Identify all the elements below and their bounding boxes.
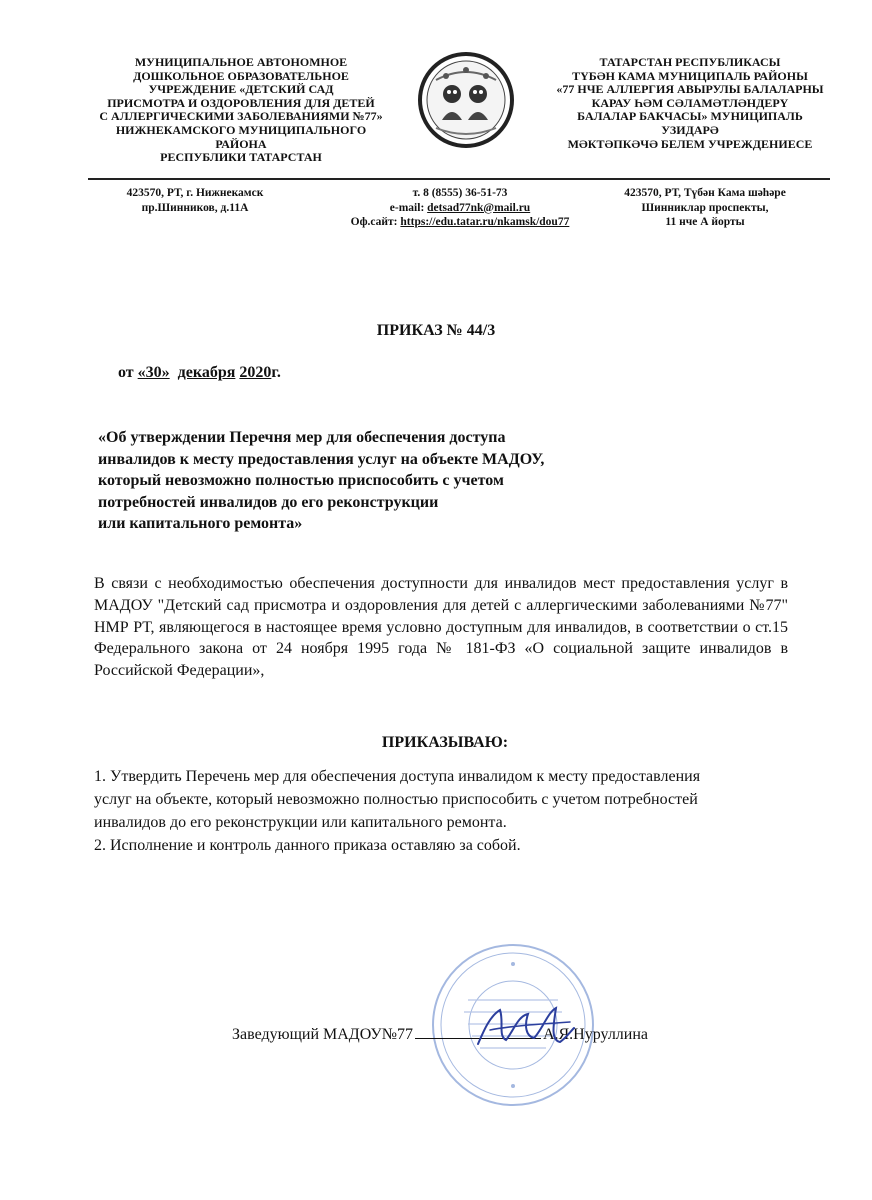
contact-site-line: Оф.сайт: https://edu.tatar.ru/nkamsk/dou77 — [350, 216, 570, 228]
address-tatar: 423570, РТ, Түбән Кама шәһәре Шинниклар проспекты, 11 нче А йорты — [624, 187, 786, 228]
kindergarten-logo — [416, 50, 516, 150]
order-items — [94, 765, 804, 857]
order-item-line: 2. Исполнение и контроль данного приказа оставляю за собой. — [94, 837, 521, 854]
contact-block — [332, 186, 588, 230]
preamble-paragraph: В связи с необходимостью обеспечения доступности для инвалидов мест предоставления услуг в МАДОУ "Детский сад присмотра и оздоровления для детей с аллергическими заболеваниями №77" НМР РТ, являющегося в настоящее время условно доступным для инвалидов, в соответствии о ст.15 Федерального закона от 24 ноября 1995 года № 181-ФЗ «О социальной защите инвалидов в Российской Федерации», — [94, 575, 788, 680]
order-date-year: 2020 — [239, 364, 272, 381]
order-item-line: услуг на объекте, который невозможно полностью приспособить с учетом потребностей — [94, 791, 698, 808]
contact-phone: т. 8 (8555) 36-51-73 — [412, 187, 508, 199]
order-subject: «Об утверждении Перечня мер для обеспечения доступа инвалидов к месту предоставления услуг на объекте МАДОУ, который невозможно полностью приспособить с учетом потребностей инвалидов до его реконструкции или капитального ремонта» — [98, 429, 545, 532]
order-date: от «30» декабря 2020г. — [118, 364, 281, 381]
order-item-line: инвалидов до его реконструкции или капитального ремонта. — [94, 814, 507, 831]
email-link[interactable]: detsad77nk@mail.ru — [427, 201, 531, 214]
order-date-month: декабря — [177, 364, 236, 381]
site-link[interactable]: https://edu.tatar.ru/nkamsk/dou77 — [400, 216, 570, 228]
order-item-line: 1. Утвердить Перечень мер для обеспечения доступа инвалидом к месту предоставления — [94, 768, 701, 785]
order-directive-heading: ПРИКАЗЫВАЮ: — [381, 734, 509, 751]
signatory-name: А.Я.Нуруллина — [542, 1026, 649, 1043]
org-name-tatar: ТАТАРСТАН РЕСПУБЛИКАСЫ ТҮБӘН КАМА МУНИЦИПАЛЬ РАЙОНЫ «77 НЧЕ АЛЛЕРГИЯ АВЫРУЛЫ БАЛАЛАРНЫ КАРАУ ҺӘМ СӘЛАМӘТЛӘНДЕРҮ БАЛАЛАР БАКЧАСЫ» МУНИЦИПАЛЬ УЗИДАРӘ МӘКТӘПКӘЧӘ БЕЛЕМ УЧРЕЖДЕНИЕСЕ — [556, 55, 824, 151]
contact-email-line: e-mail: detsad77nk@mail.ru — [389, 201, 531, 214]
org-name-russian: МУНИЦИПАЛЬНОЕ АВТОНОМНОЕ ДОШКОЛЬНОЕ ОБРАЗОВАТЕЛЬНОЕ УЧРЕЖДЕНИЕ «ДЕТСКИЙ САД ПРИСМОТРА И ОЗДОРОВЛЕНИЯ ДЛЯ ДЕТЕЙ С АЛЛЕРГИЧЕСКИМИ ЗАБОЛЕВАНИЯМИ №77» НИЖНЕКАМСКОГО МУНИЦИПАЛЬНОГО РАЙОНА РЕСПУБЛИКИ ТАТАРСТАН — [99, 55, 383, 165]
address-russian: 423570, РТ, г. Нижнекамск пр.Шинников, д.11А — [126, 187, 264, 214]
order-date-day: «30» — [137, 364, 170, 381]
header-divider — [88, 178, 830, 180]
handwritten-signature — [470, 1000, 580, 1054]
signatory-position: Заведующий МАДОУ№77 — [232, 1026, 413, 1043]
order-title: ПРИКАЗ № 44/3 — [376, 322, 496, 339]
